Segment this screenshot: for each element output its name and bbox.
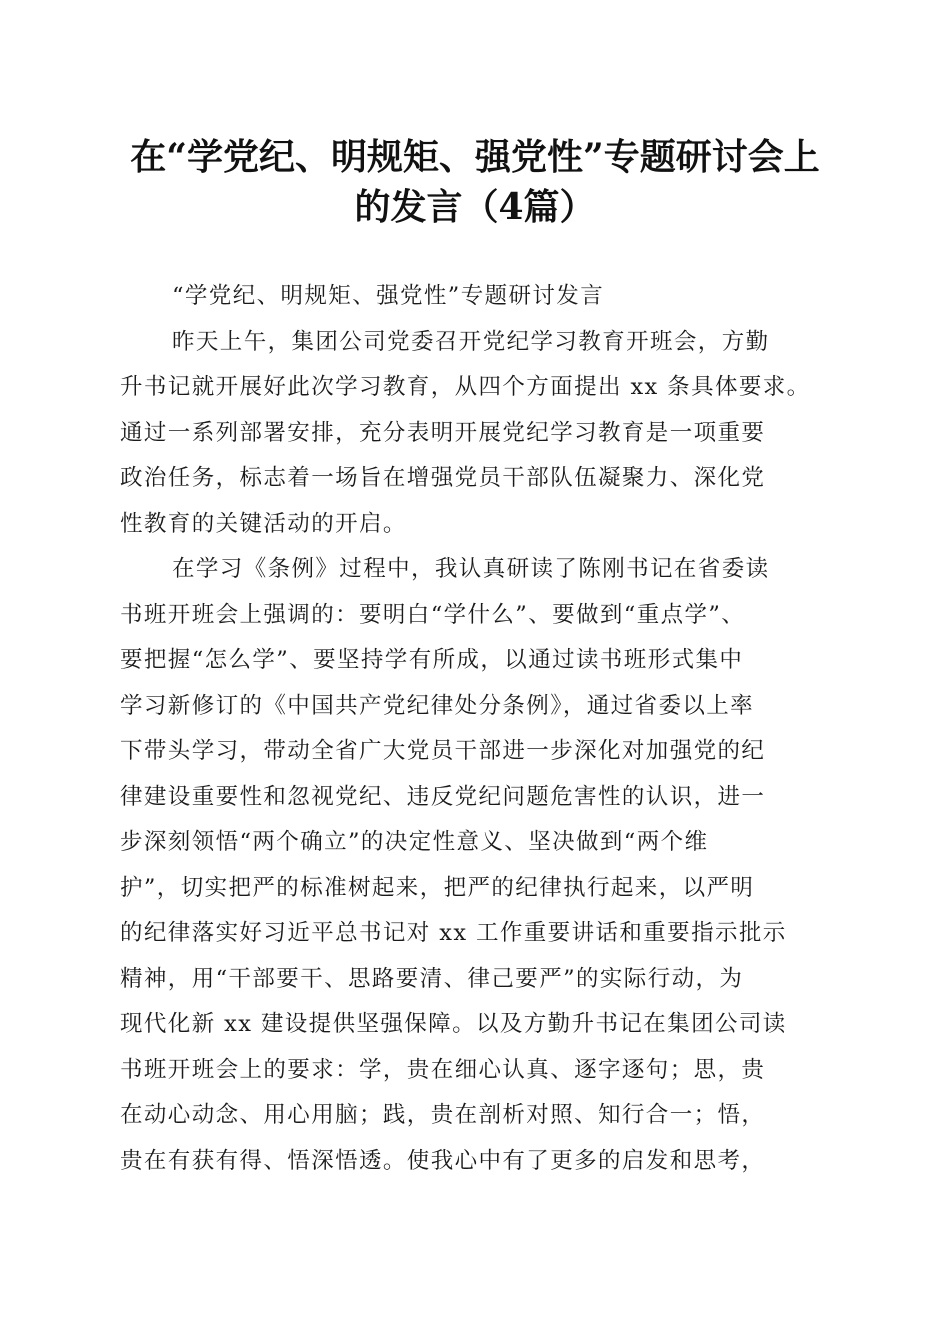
body-line: 步深刻领悟“两个确立”的决定性意义、坚决做到“两个维 xyxy=(120,829,709,855)
body-line: 贵在有获有得、悟深悟透。使我心中有了更多的启发和思考， xyxy=(120,1147,766,1174)
body-line: 通过一系列部署安排，充分表明开展党纪学习教育是一项重要 xyxy=(120,419,766,446)
body-line: 升书记就开展好此次学习教育，从四个方面提出 xx 条具体要求。 xyxy=(120,374,811,400)
body-line: 精神，用“干部要干、思路要清、律己要严”的实际行动，为 xyxy=(120,965,744,992)
body-line: 护”，切实把严的标准树起来，把严的纪律执行起来，以严明 xyxy=(120,874,755,901)
body-line: 律建设重要性和忽视党纪、违反党纪问题危害性的认识，进一 xyxy=(120,783,766,810)
title-line-2: 的发言（4篇） xyxy=(354,186,596,228)
document-body xyxy=(120,274,840,1184)
body-line: 在学习《条例》过程中，我认真研读了陈刚书记在省委读 xyxy=(172,556,770,582)
body-line: 要把握“怎么学”、要坚持学有所成，以通过读书班形式集中 xyxy=(120,647,744,673)
title-line-1: 在“学党纪、明规矩、强党性”专题研讨会上 xyxy=(130,136,820,178)
body-line: 书班开班会上的要求：学，贵在细心认真、逐字逐句；思，贵 xyxy=(120,1056,766,1083)
body-line: 政治任务，标志着一场旨在增强党员干部队伍凝聚力、深化党 xyxy=(120,465,766,491)
body-line: 的纪律落实好习近平总书记对 xx 工作重要讲话和重要指示批示 xyxy=(120,920,787,946)
body-line: 下带头学习，带动全省广大党员干部进一步深化对加强党的纪 xyxy=(120,738,766,764)
body-line: 书班开班会上强调的：要明白“学什么”、要做到“重点学”、 xyxy=(120,601,746,628)
body-line: 性教育的关键活动的开启。 xyxy=(120,510,407,537)
body-line: “学党纪、明规矩、强党性”专题研讨发言 xyxy=(172,283,605,309)
body-line: 学习新修订的《中国共产党纪律处分条例》，通过省委以上率 xyxy=(120,692,755,719)
body-line: 现代化新 xx 建设提供坚强保障。以及方勤升书记在集团公司读 xyxy=(120,1011,787,1037)
body-line: 昨天上午，集团公司党委召开党纪学习教育开班会，方勤 xyxy=(172,328,770,355)
document-title xyxy=(100,132,850,232)
body-line: 在动心动念、用心用脑；践，贵在剖析对照、知行合一；悟， xyxy=(120,1102,766,1128)
